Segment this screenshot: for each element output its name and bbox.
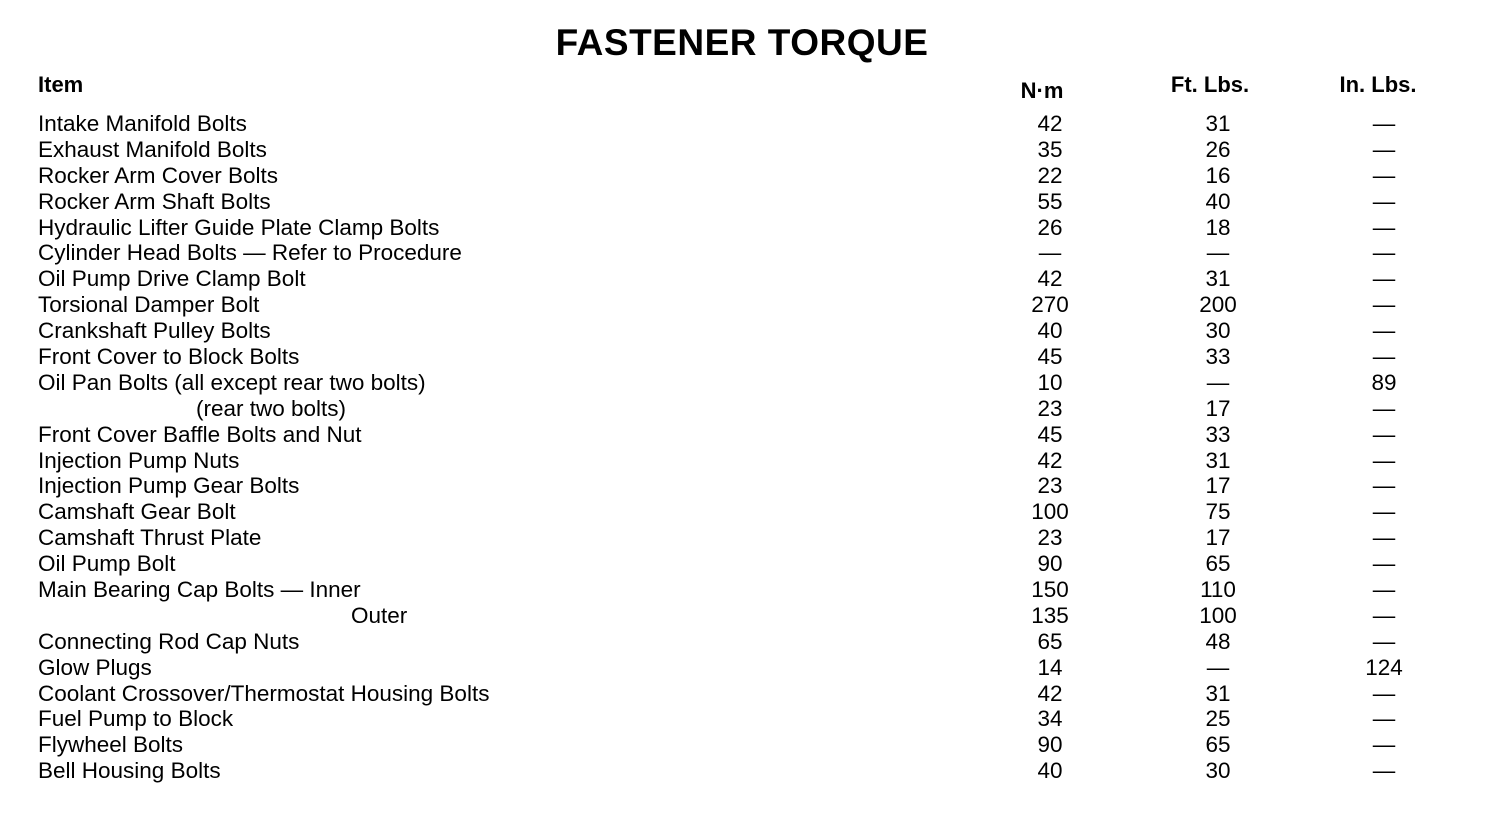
nm-cell: 45: [1037, 344, 1063, 370]
in-lbs-cell: —: [1372, 473, 1396, 499]
item-cell: Glow Plugs: [38, 654, 152, 680]
nm-cell: 23: [1037, 395, 1063, 421]
nm-cell: 45: [1037, 421, 1063, 447]
nm-cell: 55: [1037, 188, 1063, 214]
ft-lbs-cell: —: [1206, 654, 1230, 680]
ft-lbs-cell: —: [1206, 369, 1230, 395]
ft-lbs-cell: 31: [1205, 447, 1231, 473]
nm-cell: 150: [1031, 577, 1069, 603]
nm-cell: 135: [1031, 602, 1069, 628]
in-lbs-cell: —: [1372, 525, 1396, 551]
item-cell: Camshaft Thrust Plate: [38, 525, 262, 551]
item-cell: Oil Pump Bolt: [38, 551, 176, 577]
table-row: [0, 422, 1504, 448]
in-lbs-cell: —: [1372, 758, 1396, 784]
in-lbs-cell: —: [1372, 162, 1396, 188]
item-cell: Oil Pump Drive Clamp Bolt: [38, 266, 306, 292]
in-lbs-cell: —: [1372, 447, 1396, 473]
ft-lbs-cell: 18: [1205, 214, 1231, 240]
table-row: [0, 292, 1504, 318]
in-lbs-cell: —: [1372, 732, 1396, 758]
item-cell: Crankshaft Pulley Bolts: [38, 318, 271, 344]
table-row: [0, 111, 1504, 137]
nm-cell: 23: [1037, 525, 1063, 551]
in-lbs-cell: —: [1372, 188, 1396, 214]
ft-lbs-cell: 16: [1205, 162, 1231, 188]
in-lbs-cell: —: [1372, 602, 1396, 628]
in-lbs-cell: —: [1372, 292, 1396, 318]
table-row: [0, 499, 1504, 525]
table-row: [0, 603, 1504, 629]
in-lbs-cell: —: [1372, 266, 1396, 292]
in-lbs-cell: —: [1372, 499, 1396, 525]
ft-lbs-cell: 17: [1205, 473, 1231, 499]
item-cell: Hydraulic Lifter Guide Plate Clamp Bolts: [38, 214, 440, 240]
in-lbs-cell: —: [1372, 318, 1396, 344]
item-cell: Front Cover to Block Bolts: [38, 344, 300, 370]
item-cell: Rocker Arm Shaft Bolts: [38, 188, 271, 214]
torque-table: [0, 111, 1504, 784]
nm-cell: 42: [1037, 680, 1063, 706]
in-lbs-cell: —: [1372, 240, 1396, 266]
ft-lbs-cell: 65: [1205, 551, 1231, 577]
column-header-ft-lbs: Ft. Lbs.: [1170, 72, 1250, 97]
nm-cell: 40: [1037, 758, 1063, 784]
table-row: [0, 163, 1504, 189]
ft-lbs-cell: 48: [1205, 628, 1231, 654]
nm-cell: 35: [1037, 136, 1063, 162]
table-row: [0, 240, 1504, 266]
in-lbs-cell: 124: [1365, 654, 1403, 680]
nm-cell: 10: [1037, 369, 1063, 395]
ft-lbs-cell: 65: [1205, 732, 1231, 758]
ft-lbs-cell: 100: [1199, 602, 1237, 628]
ft-lbs-cell: 25: [1205, 706, 1231, 732]
ft-lbs-cell: 26: [1205, 136, 1231, 162]
table-row: [0, 396, 1504, 422]
item-cell: Oil Pan Bolts (all except rear two bolts): [38, 369, 426, 395]
in-lbs-cell: 89: [1371, 369, 1397, 395]
in-lbs-cell: —: [1372, 421, 1396, 447]
nm-cell: 90: [1037, 551, 1063, 577]
table-row: [0, 758, 1504, 784]
nm-cell: 90: [1037, 732, 1063, 758]
item-cell: Cylinder Head Bolts — Refer to Procedure: [38, 240, 462, 266]
table-row: [0, 189, 1504, 215]
table-row: [0, 318, 1504, 344]
nm-cell: 26: [1037, 214, 1063, 240]
ft-lbs-cell: 40: [1205, 188, 1231, 214]
in-lbs-cell: —: [1372, 395, 1396, 421]
item-cell: Front Cover Baffle Bolts and Nut: [38, 421, 362, 447]
table-row: [0, 525, 1504, 551]
table-row: [0, 681, 1504, 707]
column-header-item: Item: [38, 72, 84, 97]
table-row: [0, 706, 1504, 732]
in-lbs-cell: —: [1372, 706, 1396, 732]
ft-lbs-cell: 31: [1205, 111, 1231, 136]
in-lbs-cell: —: [1372, 628, 1396, 654]
nm-cell: —: [1038, 240, 1062, 266]
item-cell: (rear two bolts): [196, 395, 347, 421]
table-row: [0, 370, 1504, 396]
table-row: [0, 448, 1504, 474]
table-row: [0, 577, 1504, 603]
ft-lbs-cell: 110: [1200, 577, 1236, 603]
in-lbs-cell: —: [1372, 136, 1396, 162]
page-title: FASTENER TORQUE: [555, 22, 929, 63]
in-lbs-cell: —: [1372, 680, 1396, 706]
nm-cell: 14: [1037, 654, 1063, 680]
ft-lbs-cell: 30: [1205, 318, 1231, 344]
item-cell: Injection Pump Gear Bolts: [38, 473, 300, 499]
table-row: [0, 629, 1504, 655]
table-row: [0, 732, 1504, 758]
column-header-nm: N·m: [1020, 78, 1064, 103]
nm-cell: 65: [1037, 628, 1063, 654]
ft-lbs-cell: 75: [1205, 499, 1231, 525]
table-row: [0, 266, 1504, 292]
nm-cell: 100: [1031, 499, 1069, 525]
ft-lbs-cell: 33: [1205, 344, 1231, 370]
in-lbs-cell: —: [1372, 577, 1396, 603]
ft-lbs-cell: 17: [1205, 395, 1231, 421]
in-lbs-cell: —: [1372, 111, 1396, 136]
item-cell: Exhaust Manifold Bolts: [38, 136, 267, 162]
item-cell: Camshaft Gear Bolt: [38, 499, 236, 525]
table-row: [0, 551, 1504, 577]
nm-cell: 22: [1037, 162, 1063, 188]
ft-lbs-cell: —: [1206, 240, 1230, 266]
ft-lbs-cell: 31: [1205, 680, 1231, 706]
nm-cell: 34: [1037, 706, 1063, 732]
ft-lbs-cell: 200: [1199, 292, 1237, 318]
item-cell: Intake Manifold Bolts: [38, 111, 247, 136]
table-row: [0, 344, 1504, 370]
in-lbs-cell: —: [1372, 214, 1396, 240]
in-lbs-cell: —: [1372, 344, 1396, 370]
item-cell: Rocker Arm Cover Bolts: [38, 162, 279, 188]
item-cell: Outer: [351, 602, 408, 628]
in-lbs-cell: —: [1372, 551, 1396, 577]
column-header-in-lbs: In. Lbs.: [1339, 72, 1417, 97]
nm-cell: 23: [1037, 473, 1063, 499]
item-cell: Torsional Damper Bolt: [38, 292, 260, 318]
item-cell: Bell Housing Bolts: [38, 758, 221, 784]
ft-lbs-cell: 31: [1205, 266, 1231, 292]
item-cell: Injection Pump Nuts: [38, 447, 240, 473]
item-cell: Fuel Pump to Block: [38, 706, 234, 732]
item-cell: Coolant Crossover/Thermostat Housing Bolts: [38, 680, 490, 706]
item-cell: Main Bearing Cap Bolts — Inner: [38, 577, 361, 603]
nm-cell: 40: [1037, 318, 1063, 344]
item-cell: Flywheel Bolts: [38, 732, 184, 758]
item-cell: Connecting Rod Cap Nuts: [38, 628, 300, 654]
ft-lbs-cell: 33: [1205, 421, 1231, 447]
table-row: [0, 473, 1504, 499]
nm-cell: 42: [1037, 111, 1063, 136]
ft-lbs-cell: 30: [1205, 758, 1231, 784]
table-row: [0, 655, 1504, 681]
table-row: [0, 137, 1504, 163]
nm-cell: 270: [1031, 292, 1069, 318]
nm-cell: 42: [1037, 447, 1063, 473]
table-row: [0, 215, 1504, 241]
nm-cell: 42: [1037, 266, 1063, 292]
ft-lbs-cell: 17: [1205, 525, 1231, 551]
